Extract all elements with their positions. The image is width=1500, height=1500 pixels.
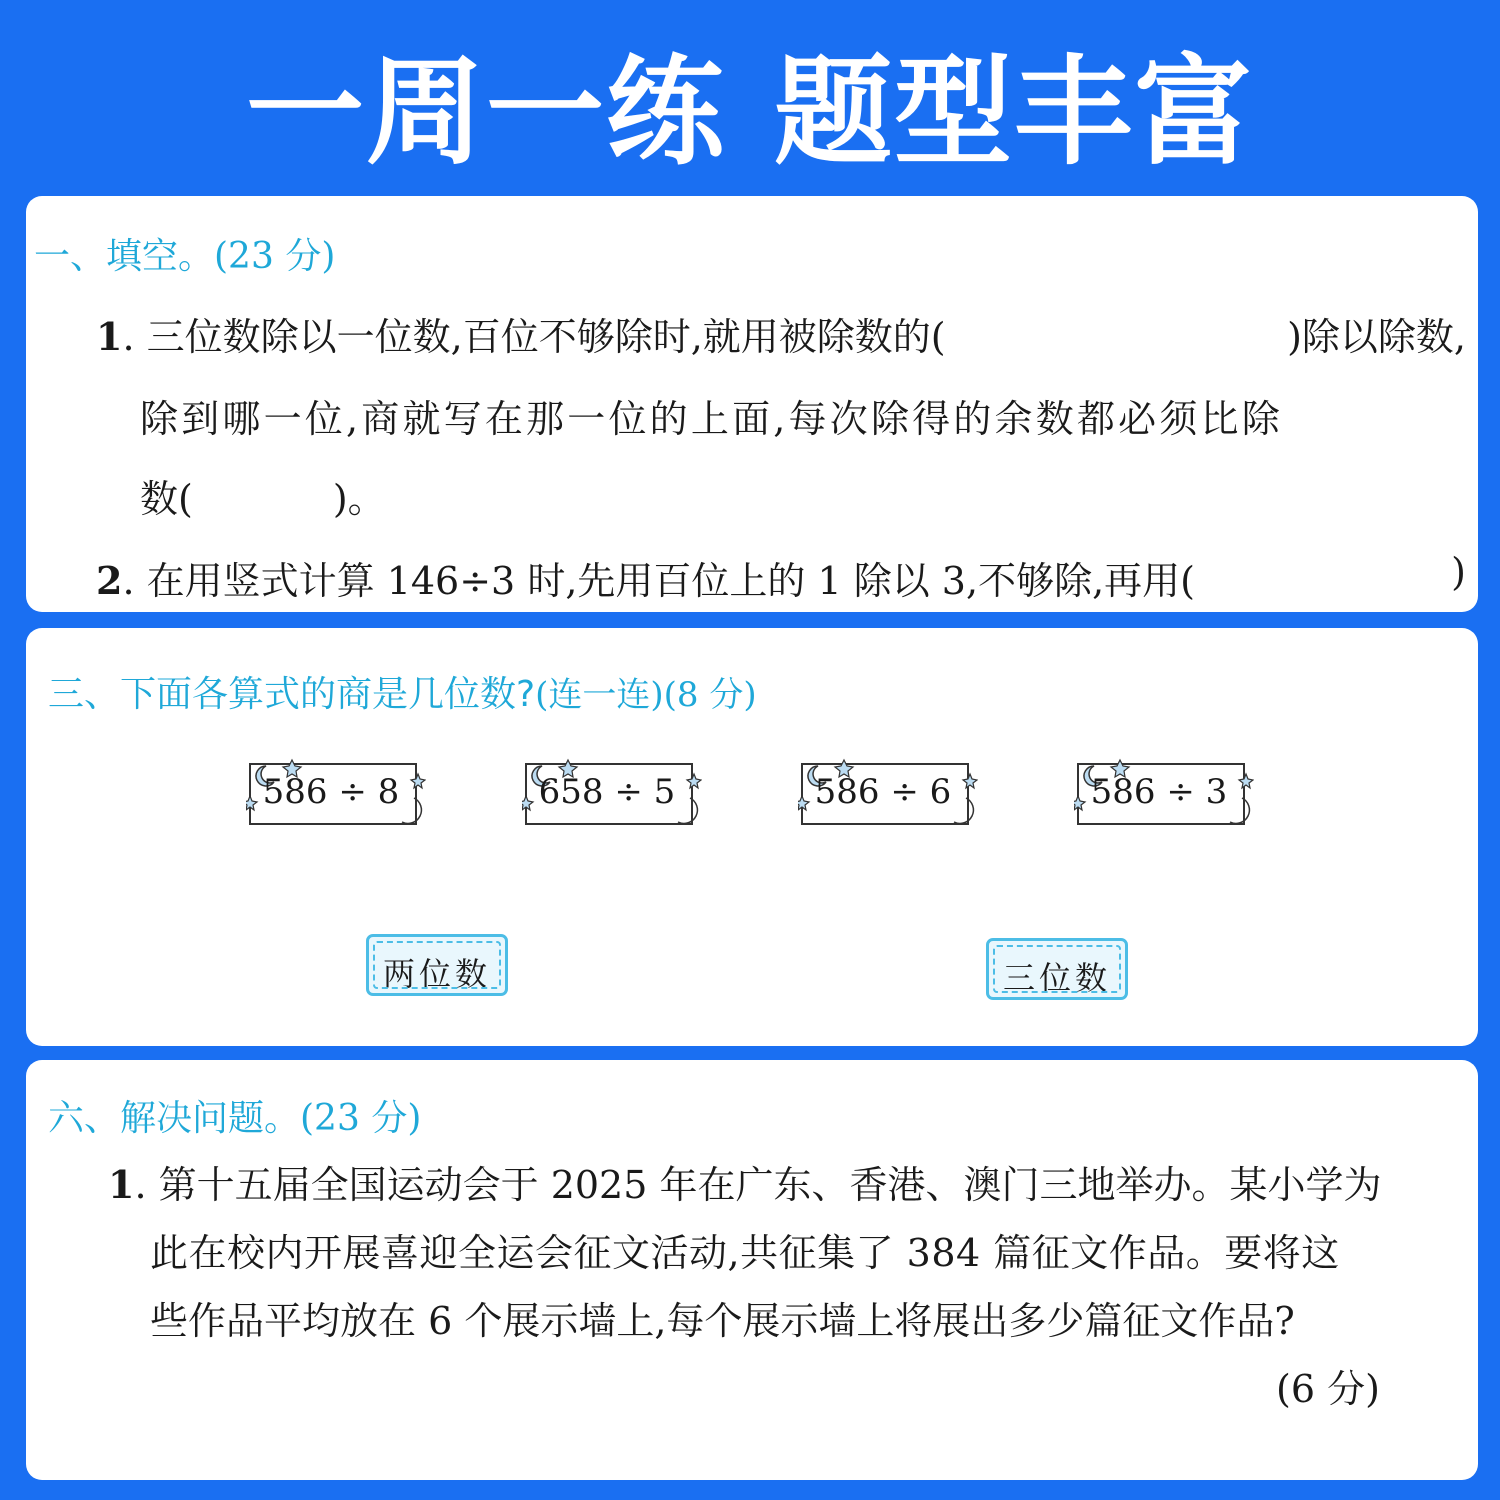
expression-box[interactable] — [1074, 758, 1254, 830]
fill-blank-card — [26, 196, 1478, 612]
expression-text: 586 ÷ 8 — [262, 772, 400, 812]
problem1-points: (6 分) — [1276, 1367, 1380, 1411]
section1-title: 一、填空。(23 分) — [34, 236, 336, 277]
problem1-line1: 1. 第十五届全国运动会于 2025 年在广东、香港、澳门三地举办。某小学为 — [108, 1162, 1382, 1207]
problem1-line3: 些作品平均放在 6 个展示墙上,每个展示墙上将展出多少篇征文作品? — [150, 1299, 1295, 1343]
q2-blank[interactable] — [1195, 550, 1451, 605]
section6-title: 六、解决问题。(23 分) — [48, 1098, 422, 1139]
expression-box[interactable] — [798, 758, 978, 830]
q2-line: 2. 在用竖式计算 146÷3 时,先用百位上的 1 除以 3,不够除,再用( ) — [96, 550, 1466, 603]
q1-line1: 1. 三位数除以一位数,百位不够除时,就用被除数的( )除以除数, — [96, 306, 1466, 361]
q1-line3: 数( )。 — [140, 477, 386, 521]
answer-box-two-digit[interactable]: 两位数 — [366, 934, 508, 996]
expression-box[interactable] — [246, 758, 426, 830]
problem-solving-card — [26, 1060, 1478, 1480]
expression-text: 658 ÷ 5 — [538, 772, 676, 812]
match-card — [26, 628, 1478, 1046]
answer-box-three-digit[interactable]: 三位数 — [986, 938, 1128, 1000]
expression-text: 586 ÷ 6 — [814, 772, 952, 812]
banner-title-part2: 题型丰富 — [774, 43, 1255, 181]
banner-title-part1: 一周一练 — [245, 43, 726, 181]
banner-title — [0, 22, 1500, 182]
q1-line2: 除到哪一位,商就写在那一位的上面,每次除得的余数都必须比除 — [140, 397, 1283, 441]
expression-box[interactable] — [522, 758, 702, 830]
expression-text: 586 ÷ 3 — [1090, 772, 1228, 812]
section3-title: 三、下面各算式的商是几位数?(连一连)(8 分) — [48, 674, 757, 715]
q1-blank1[interactable] — [946, 306, 1287, 361]
problem1-line2: 此在校内开展喜迎全运会征文活动,共征集了 384 篇征文作品。要将这 — [150, 1231, 1340, 1275]
